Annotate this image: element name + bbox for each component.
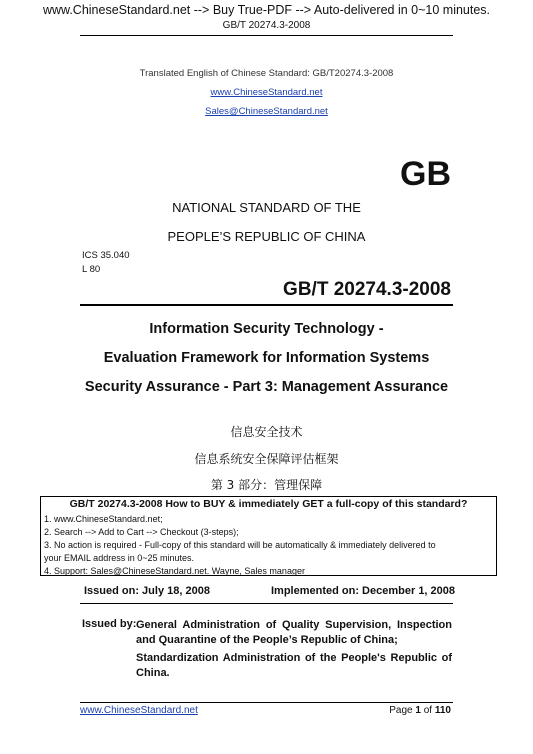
national-standard-line2: PEOPLE’S REPUBLIC OF CHINA (167, 229, 366, 244)
title-line1: Information Security Technology - (149, 321, 384, 337)
dates-rule (80, 603, 453, 604)
website-link[interactable]: www.ChineseStandard.net (210, 87, 323, 98)
issuing-org-2: Standardization Administration of the People's Republic of China. (136, 652, 452, 679)
chinese-title-line2: 信息系统安全保障评估框架 (194, 452, 339, 466)
issued-date: Issued on: July 18, 2008 (84, 585, 210, 597)
issued-by-label: Issued by: (82, 618, 137, 630)
email-link[interactable]: Sales@ChineseStandard.net (205, 106, 328, 117)
implemented-date: Implemented on: December 1, 2008 (271, 585, 456, 597)
national-standard-line1: NATIONAL STANDARD OF THE (172, 200, 361, 215)
translated-note: Translated English of Chinese Standard: GB/T20274.3-2008 (139, 68, 394, 79)
chinese-title-line1: 信息安全技术 (230, 425, 303, 439)
standard-code: GB/T 20274.3-2008 (283, 279, 451, 300)
purchase-heading: GB/T 20274.3-2008 How to BUY & immediately GET a full-copy of this standard? (69, 498, 468, 510)
header-standard-code: GB/T 20274.3-2008 (222, 20, 311, 31)
code-rule (80, 304, 453, 306)
purchase-step: your EMAIL address in 0~25 minutes. (44, 553, 194, 563)
title-line2: Evaluation Framework for Information Systems (103, 350, 430, 366)
purchase-step: 1. www.ChineseStandard.net; (44, 514, 163, 524)
gb-mark: GB (400, 155, 451, 193)
footer-website-link[interactable]: www.ChineseStandard.net (80, 705, 198, 716)
top-banner: www.ChineseStandard.net --> Buy True-PDF --> Auto-delivered in 0~10 minutes. (42, 3, 491, 17)
purchase-step: 4. Support: Sales@ChineseStandard.net. Wayne, Sales manager (44, 566, 305, 576)
purchase-step: 3. No action is required - Full-copy of this standard will be automatically & immediately delivered to (44, 540, 436, 550)
footer-rule (80, 702, 453, 703)
page-number: Page 1 of 110 (389, 705, 451, 716)
chinese-title-line3: 第 3 部分：管理保障 (210, 478, 323, 492)
purchase-step: 2. Search --> Add to Cart --> Checkout (3-steps); (44, 527, 239, 537)
title-line3: Security Assurance - Part 3: Management Assurance (84, 379, 449, 395)
header-rule (80, 35, 453, 36)
ccs-code: L 80 (82, 264, 101, 275)
issuing-org-1: General Administration of Quality Supervision, Inspection and Quarantine of the People’s Republic of China; (136, 619, 452, 646)
ics-code: ICS 35.040 (82, 250, 130, 261)
